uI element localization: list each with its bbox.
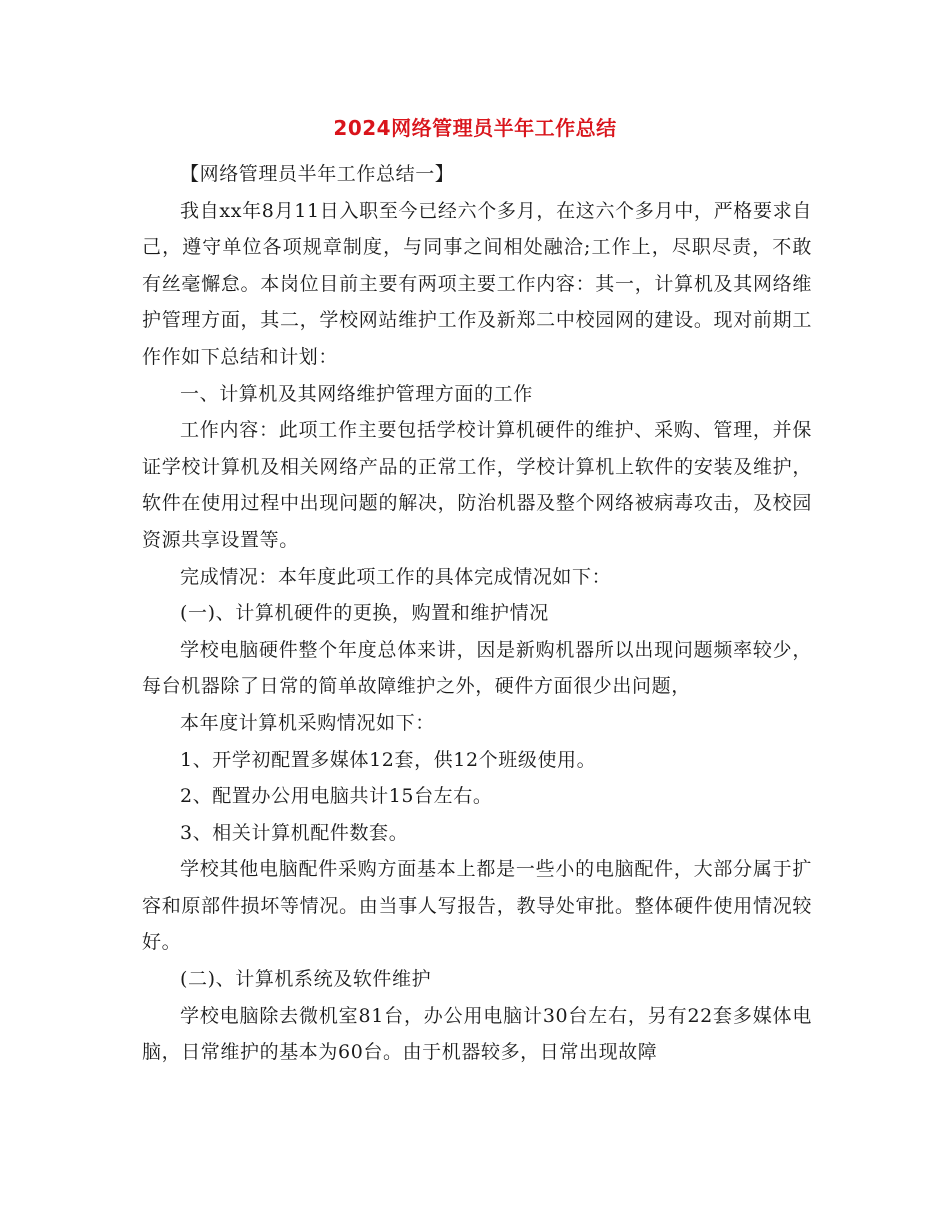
paragraph: 学校电脑硬件整个年度总体来讲，因是新购机器所以出现问题频率较少，每台机器除了日常的简单故障维护之外，硬件方面很少出问题， <box>142 638 812 698</box>
paragraph: 本年度计算机采购情况如下： <box>180 711 435 734</box>
section-heading: 【网络管理员半年工作总结一】 <box>180 163 455 185</box>
paragraph: (二)、计算机系统及软件维护 <box>180 968 432 991</box>
list-item: 3、相关计算机配件数套。 <box>180 821 409 844</box>
paragraph: 学校电脑除去微机室81台，办公用电脑计30台左右，另有22套多媒体电脑，日常维护的基本为60台。由于机器较多，日常出现故障 <box>142 1004 812 1064</box>
document-title: 2024网络管理员半年工作总结 <box>333 116 617 140</box>
paragraph: 我自xx年8月11日入职至今已经六个多月，在这六个多月中，严格要求自己，遵守单位各项规章制度，与同事之间相处融洽;工作上，尽职尽责，不敢有丝毫懈怠。本岗位目前主要有两项主要工作内容：其一，计算机及其网络维护管理方面，其二，学校网站维护工作及新郑二中校园网的建设。现对前期工作作如下总结和计划： <box>142 199 812 368</box>
paragraph: (一)、计算机硬件的更换，购置和维护情况 <box>180 602 549 625</box>
list-item: 1、开学初配置多媒体12套，供12个班级使用。 <box>180 748 597 771</box>
paragraph: 学校其他电脑配件采购方面基本上都是一些小的电脑配件，大部分属于扩容和原部件损坏等情况。由当事人写报告，教导处审批。整体硬件使用情况较好。 <box>142 858 812 954</box>
paragraph: 完成情况：本年度此项工作的具体完成情况如下： <box>180 565 612 588</box>
paragraph: 工作内容：此项工作主要包括学校计算机硬件的维护、采购、管理，并保证学校计算机及相关网络产品的正常工作，学校计算机上软件的安装及维护，软件在使用过程中出现问题的解决，防治机器及整个网络被病毒攻击，及校园资源共享设置等。 <box>142 419 812 551</box>
list-item: 2、配置办公用电脑共计15台左右。 <box>180 785 493 808</box>
paragraph: 一、计算机及其网络维护管理方面的工作 <box>180 382 533 405</box>
document-body <box>142 156 812 1071</box>
